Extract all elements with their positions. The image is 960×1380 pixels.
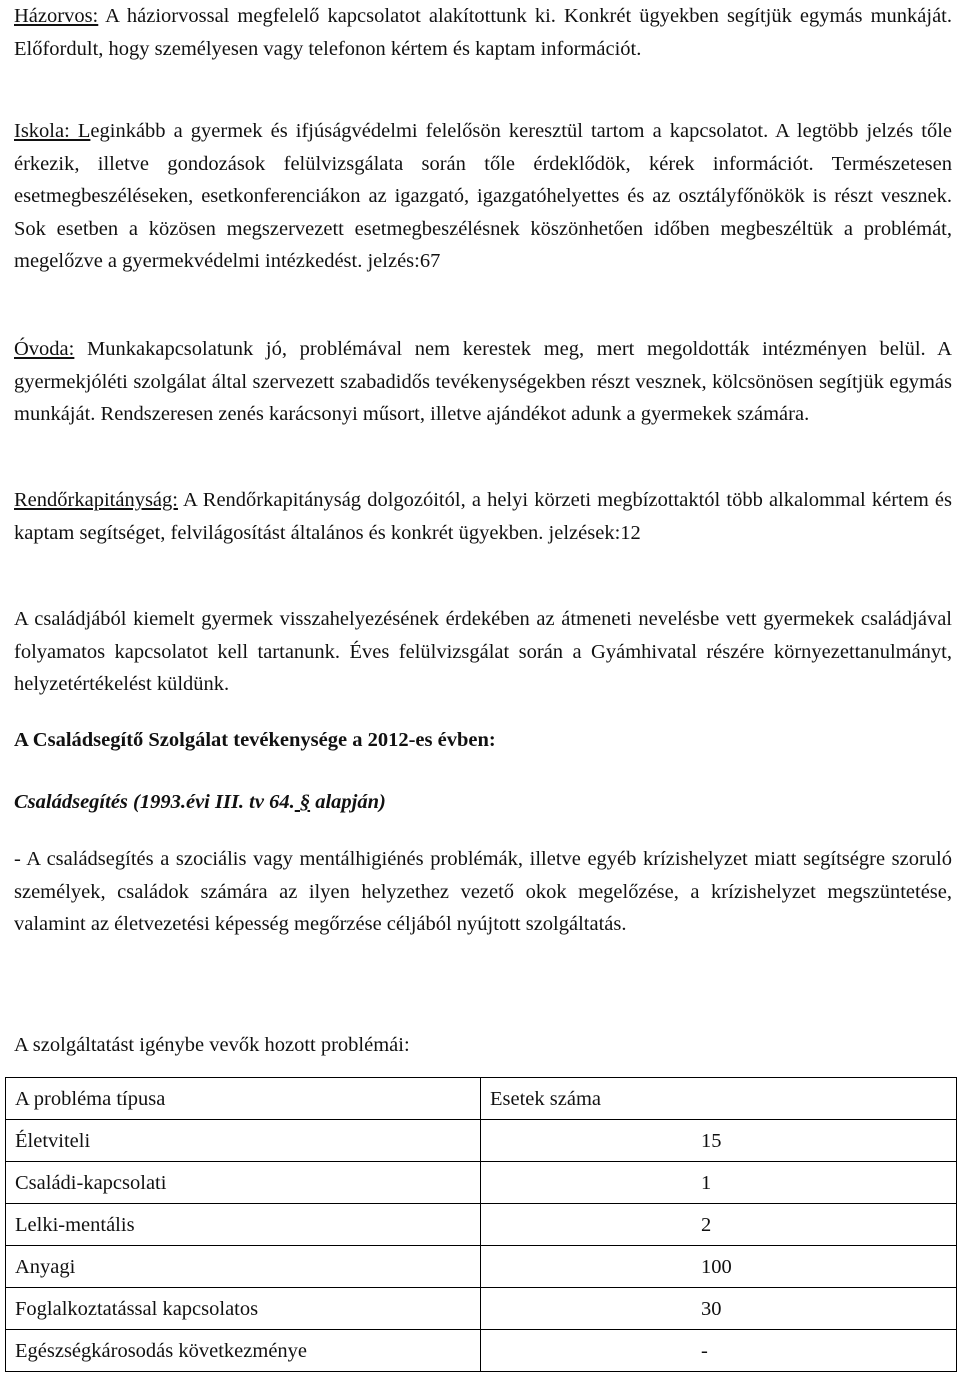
paragraph-ovoda: [14, 333, 952, 431]
header-cell-type: A probléma típusa: [6, 1078, 481, 1120]
cell-type: Anyagi: [6, 1246, 481, 1288]
section-heading: A Családsegítő Szolgálat tevékenysége a 2012-es évben:: [14, 729, 496, 751]
cell-type: Foglalkoztatással kapcsolatos: [6, 1288, 481, 1330]
header-cell-count: Esetek száma: [481, 1078, 957, 1120]
table-row: [6, 1330, 957, 1372]
table-row: [6, 1204, 957, 1246]
table-row: [6, 1120, 957, 1162]
text-ovoda: Munkakapcsolatunk jó, problémával nem kerestek meg, mert megoldották intézményen belül. A gyermekjóléti szolgálat által szervezett szabadidős tevékenységekben részt vesznek, kölcsönösen segítjük egymás munkáját. Rendszeresen zenés karácsonyi műsort, illetve ajándékot adunk a gyermekek számára.: [14, 338, 952, 426]
table-row: [6, 1288, 957, 1330]
paragraph-rendorseg: [14, 484, 952, 549]
table-row: [6, 1246, 957, 1288]
cell-type: Családi-kapcsolati: [6, 1162, 481, 1204]
subheading-part-b: alapján): [310, 791, 386, 813]
label-ovoda: Óvoda:: [14, 338, 75, 360]
problems-table: [5, 1077, 957, 1372]
paragraph-iskola: [14, 115, 952, 278]
text-hazorvos: A háziorvossal megfelelő kapcsolatot alakítottunk ki. Konkrét ügyekben segítjük egymás munkáját. Előfordult, hogy személyesen vagy telefonon kértem és kaptam információt.: [14, 5, 952, 60]
table-header-row: [6, 1078, 957, 1120]
subheading-part-a: Családsegítés (1993.évi III. tv 64.: [14, 791, 295, 813]
cell-type: Életviteli: [6, 1120, 481, 1162]
paragraph-hazorvos: [14, 0, 952, 65]
cell-type: Lelki-mentális: [6, 1204, 481, 1246]
subheading-section-sign: §: [294, 791, 311, 813]
text-iskola: eginkább a gyermek és ifjúságvédelmi felelősön keresztül tartom a kapcsolatot. A legtöbb jelzés tőle érkezik, illetve gondozások felülvizsgálata során tőle érdeklődök, kérek információt. Természetesen esetmegbeszéléseken, esetkonferenciákon az igazgató, igazgatóhelyettes és az osztályfőnökök is részt vesznek. Sok esetben a közösen megszervezett esetmegbeszélésnek köszönhetően időben megbeszéltük a problémát, megelőzve a gyermekvédelmi intézkedést. jelzés:67: [14, 120, 952, 273]
table-row: [6, 1162, 957, 1204]
cell-count: 30: [481, 1288, 957, 1330]
table-intro: A szolgáltatást igénybe vevők hozott problémái:: [14, 1034, 410, 1056]
paragraph-csaladbol: A családjából kiemelt gyermek visszahelyezésének érdekében az átmeneti nevelésbe vett gyermekek családjával folyamatos kapcsolatot kell tartanunk. Éves felülvizsgálat során a Gyámhivatal részére környezettanulmányt, helyzetértékelést küldünk.: [14, 608, 952, 696]
section-subheading: [14, 786, 386, 818]
cell-count: 15: [481, 1120, 957, 1162]
text-rendorseg: A Rendőrkapitányság dolgozóitól, a helyi körzeti megbízottaktól több alkalommal kértem és kaptam segítséget, felvilágosítást általános és konkrét ügyekben. jelzések:12: [14, 489, 952, 544]
label-rendorseg: Rendőrkapitányság:: [14, 489, 178, 511]
label-iskola: Iskola: L: [14, 120, 91, 142]
paragraph-definition: - A családsegítés a szociális vagy mentálhigiénés problémák, illetve egyéb krízishelyzet miatt segítségre szoruló személyek, családok számára az ilyen helyzethez vezető okok megelőzése, a krízishelyzet megszüntetése, valamint az életvezetési képesség megőrzése céljából nyújtott szolgáltatás.: [14, 848, 952, 936]
cell-count: 2: [481, 1204, 957, 1246]
label-hazorvos: Házorvos:: [14, 5, 99, 27]
cell-type: Egészségkárosodás következménye: [6, 1330, 481, 1372]
cell-count: 100: [481, 1246, 957, 1288]
cell-count: -: [481, 1330, 957, 1372]
cell-count: 1: [481, 1162, 957, 1204]
